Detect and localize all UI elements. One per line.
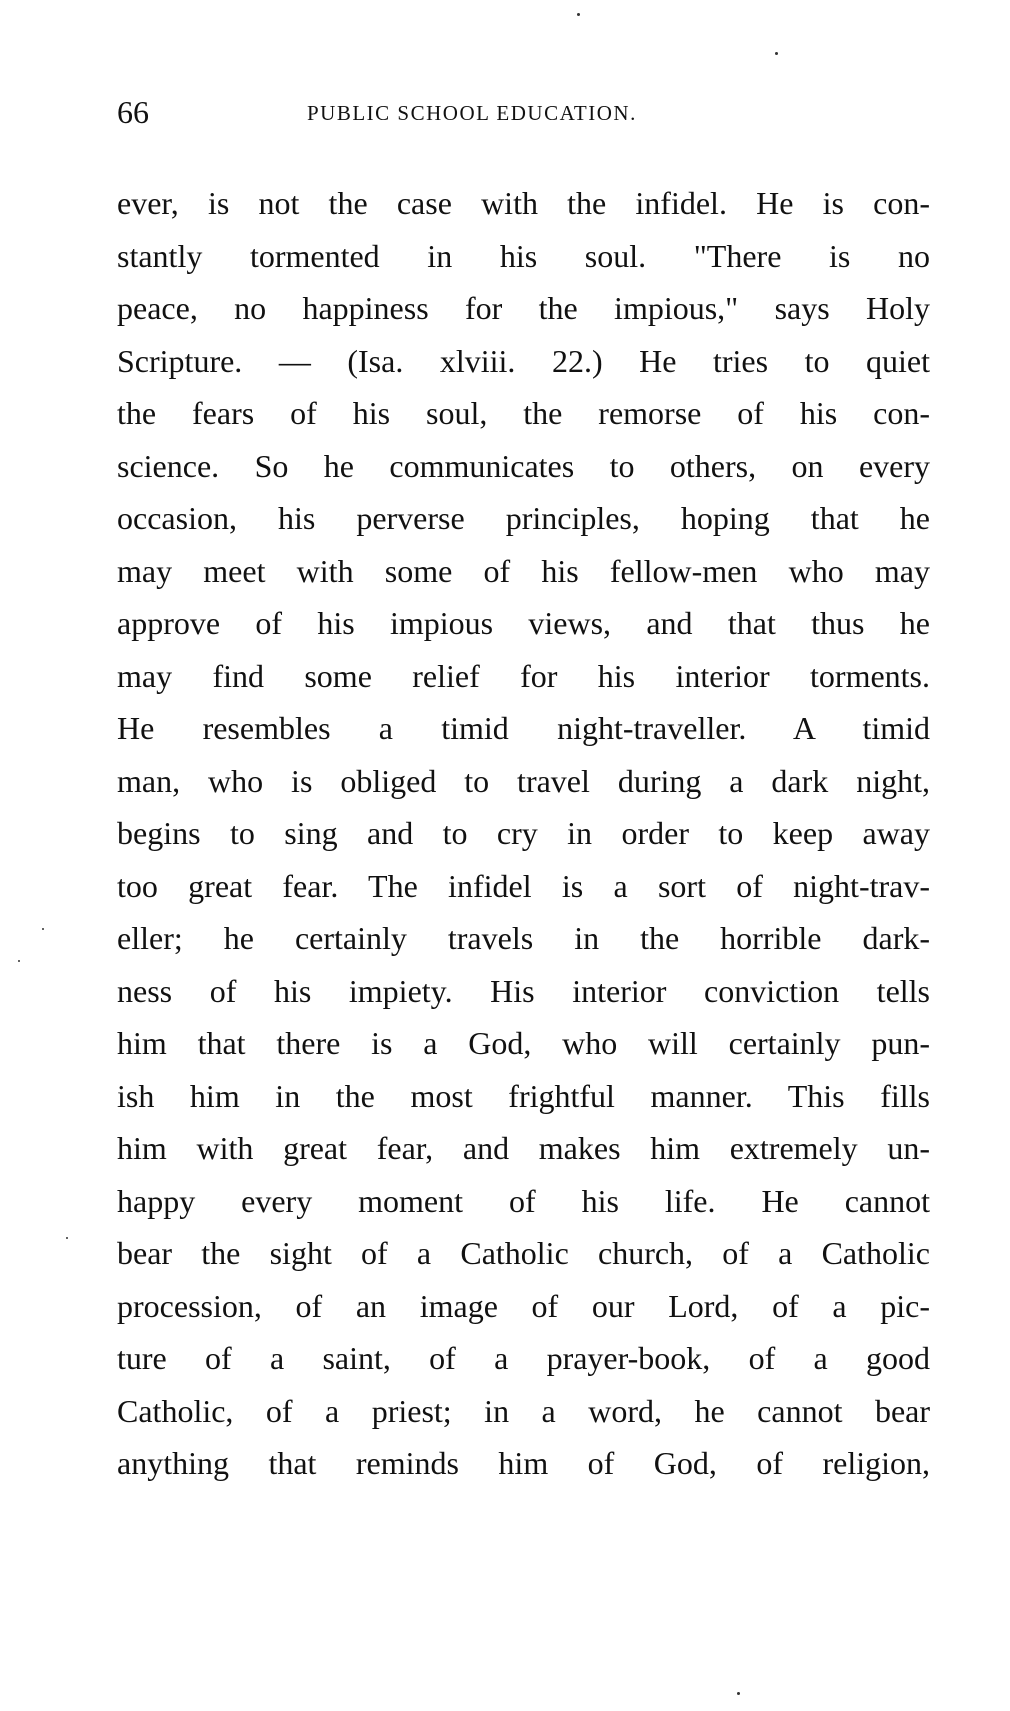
scan-speck [737, 1692, 740, 1695]
text-line: ever, is not the case with the infidel. He is con- [117, 185, 930, 221]
text-line: the fears of his soul, the remorse of his con- [117, 395, 930, 431]
text-line: procession, of an image of our Lord, of a pic- [117, 1287, 930, 1324]
text-line: peace, no happiness for the impious," says Holy [117, 290, 930, 326]
running-title: PUBLIC SCHOOL EDUCATION. [307, 101, 637, 125]
text-line: ish him in the most frightful manner. This fills [117, 1077, 930, 1114]
page-header [117, 92, 877, 132]
text-line: ness of his impiety. His interior conviction tells [117, 972, 930, 1009]
text-line: He resembles a timid night-traveller. A timid [117, 710, 930, 746]
text-line: may meet with some of his fellow-men who may [117, 552, 930, 589]
text-line: anything that reminds him of God, of religion, [117, 1445, 930, 1481]
text-line: ture of a saint, of a prayer-book, of a good [117, 1340, 930, 1376]
text-line: him with great fear, and makes him extremely un- [117, 1130, 930, 1166]
text-line: Scripture. — (Isa. xlviii. 22.) He tries to quiet [117, 342, 930, 379]
scan-speck [18, 960, 20, 962]
body-text [117, 177, 930, 1490]
text-line: begins to sing and to cry in order to keep away [117, 815, 930, 851]
text-line: man, who is obliged to travel during a dark night, [117, 762, 930, 799]
scan-speck [42, 928, 44, 930]
text-line: stantly tormented in his soul. "There is no [117, 237, 930, 274]
scan-speck [775, 52, 778, 55]
text-line: may find some relief for his interior torments. [117, 657, 930, 694]
scan-speck [577, 13, 580, 16]
text-line: science. So he communicates to others, on every [117, 447, 930, 484]
text-line: Catholic, of a priest; in a word, he cannot bear [117, 1392, 930, 1429]
text-line: too great fear. The infidel is a sort of night-trav- [117, 867, 930, 904]
text-line: eller; he certainly travels in the horrible dark- [117, 920, 930, 956]
text-line: occasion, his perverse principles, hoping that he [117, 500, 930, 536]
text-line: happy every moment of his life. He cannot [117, 1182, 930, 1219]
page-number: 66 [117, 94, 149, 130]
scan-speck [66, 1237, 68, 1239]
text-line: bear the sight of a Catholic church, of a Catholic [117, 1235, 930, 1271]
text-line: him that there is a God, who will certainly pun- [117, 1025, 930, 1061]
text-line: approve of his impious views, and that thus he [117, 605, 930, 641]
